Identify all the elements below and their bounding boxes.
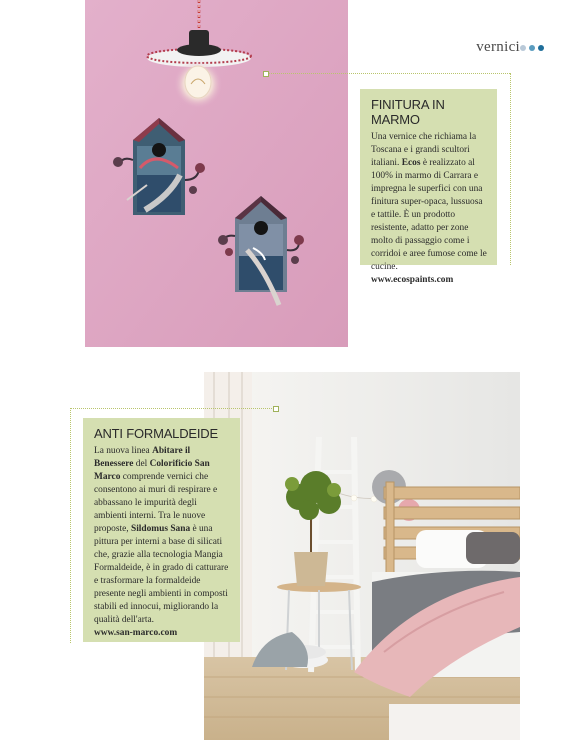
- product-name: Sildomus Sana: [130, 524, 191, 534]
- article-body: [94, 445, 230, 627]
- connector-node-2: [273, 406, 279, 412]
- dot-1: [520, 45, 526, 51]
- body-text: è realizzato al 100% in marmo di Carrara e impregna le superfici con una finitura super-opaca, lussuosa e tattile. È un prodotto resistente, adatto per zone molto di passaggio come i corridoi e aree fumose come le cucine.: [371, 158, 487, 272]
- company-name: Colorificio San Marco: [94, 459, 210, 482]
- dot-2: [529, 45, 535, 51]
- connector-line-1-horizontal: [267, 73, 510, 74]
- website-link[interactable]: www.ecospaints.com: [371, 275, 454, 285]
- section-label: vernici: [476, 39, 520, 55]
- connector-line-2-horizontal: [70, 408, 276, 409]
- connector-line-1-vertical: [510, 73, 511, 265]
- birdhouse-illustration: [85, 0, 348, 347]
- section-dots: [520, 45, 544, 51]
- body-text: è una pittura per interni a base di silicati che, grazie alla tecnologia Mangia Formaldeide, è in grado di catturare e trasformare la formaldeide presente negli ambienti in composti stabili ed innocui, migliorando la qualità dell'arta.: [94, 524, 229, 625]
- website-link[interactable]: www.san-marco.com: [94, 628, 178, 638]
- connector-node-1: [263, 71, 269, 77]
- photo-pink-wall-birdhouses: [85, 0, 348, 347]
- article-anti-formaldeide: [83, 418, 240, 642]
- body-text: comprende vernici che consentono ai muri di respirare e abbassano le impurità degli ambienti interni. Tra le nuove proposte,: [94, 472, 218, 534]
- bedroom-illustration: [204, 372, 520, 740]
- dot-3: [538, 45, 544, 51]
- body-text: La nuova linea: [94, 446, 153, 456]
- connector-line-2-vertical: [70, 408, 71, 643]
- article-title: ANTI FORMALDEIDE: [94, 426, 218, 441]
- product-line-name: Abitare il Benessere: [94, 446, 191, 469]
- body-text: del: [133, 459, 150, 469]
- article-title: FINITURA IN MARMO: [371, 97, 445, 127]
- article-body: [371, 131, 487, 274]
- body-text: Una vernice che richiama la Toscana e i grandi scultori italiani.: [371, 132, 477, 168]
- brand-name: Ecos: [401, 158, 421, 168]
- article-finitura-in-marmo: [360, 89, 497, 285]
- photo-bedroom: [204, 372, 520, 740]
